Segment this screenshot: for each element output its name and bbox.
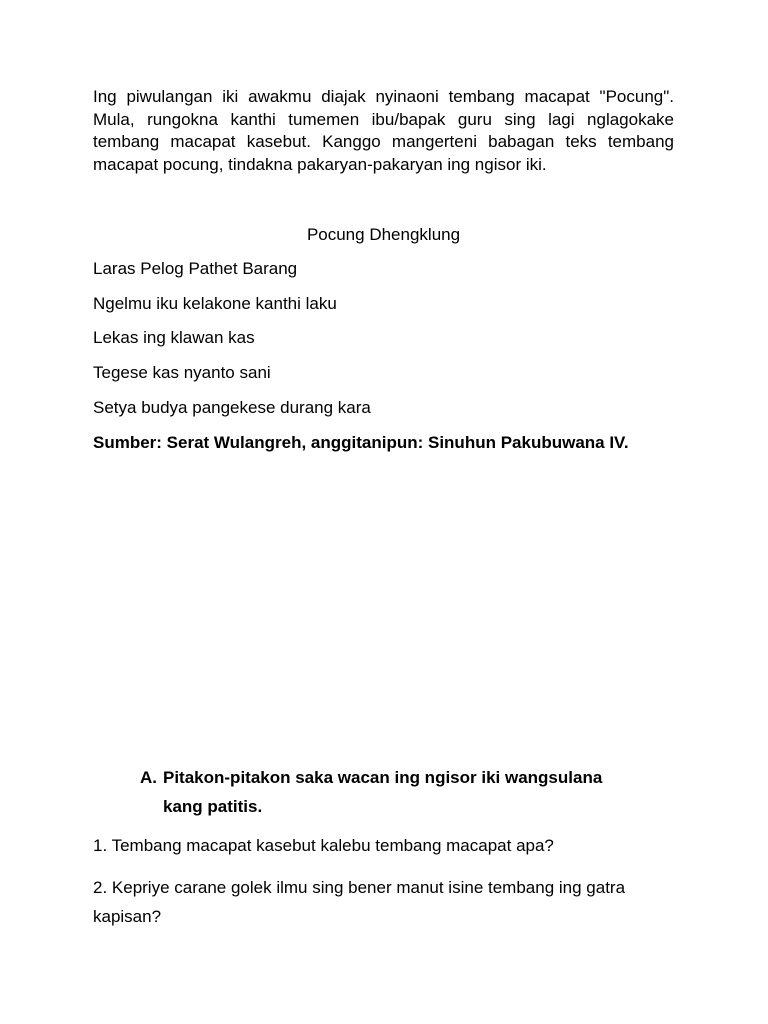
section-a-letter: A.: [140, 768, 157, 787]
song-source: Sumber: Serat Wulangreh, anggitanipun: Sinuhun Pakubuwana IV.: [93, 433, 629, 452]
question-2: 2. Kepriye carane golek ilmu sing bener manut isine tembang ing gatra kapisan?: [93, 878, 626, 926]
song-line-3: Tegese kas nyanto sani: [93, 363, 271, 382]
song-line-1: Ngelmu iku kelakone kanthi laku: [93, 294, 337, 313]
section-a-heading-line1: Pitakon-pitakon saka wacan ing ngisor iki wangsulana: [163, 768, 603, 787]
intro-paragraph: Ing piwulangan iki awakmu diajak nyinaoni tembang macapat "Pocung". Mula, rungokna kanthi tumemen ibu/bapak guru sing lagi nglagokake tembang macapat kasebut. Kanggo mangerteni babagan teks tembang macapat pocung, tindakna pakaryan-pakaryan ing ngisor iki.: [93, 87, 674, 174]
section-a-heading-line2: kang patitis.: [163, 797, 263, 816]
song-line-4: Setya budya pangekese durang kara: [93, 398, 371, 417]
song-line-2: Lekas ing klawan kas: [93, 328, 255, 347]
song-laras: Laras Pelog Pathet Barang: [93, 259, 298, 278]
song-title: Pocung Dhengklung: [306, 225, 461, 244]
document-page: [93, 0, 674, 1024]
section-a-heading: [140, 763, 640, 821]
question-1: 1. Tembang macapat kasebut kalebu tembang macapat apa?: [93, 836, 554, 855]
